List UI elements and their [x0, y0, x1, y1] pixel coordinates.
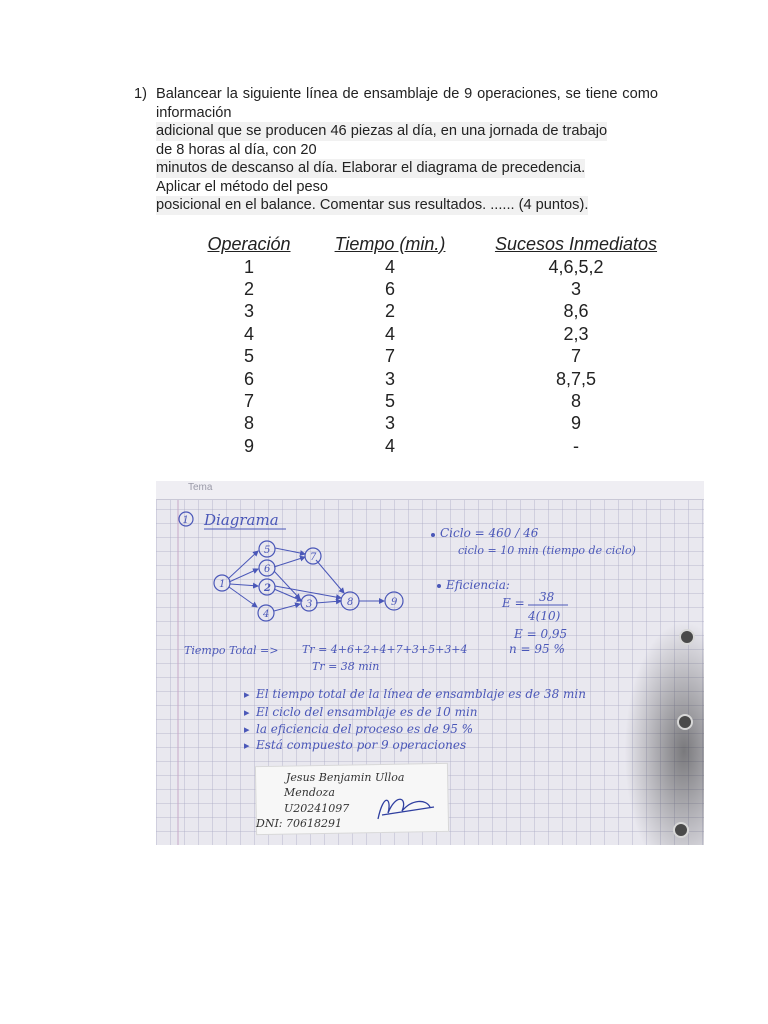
node-1: 1 — [219, 579, 226, 590]
cell-sucesos: 4,6,5,2 — [548, 256, 604, 277]
eficiencia-denominator: 4(10) — [528, 609, 561, 623]
ciclo-formula: Ciclo = 460 / 46 — [440, 526, 539, 540]
conclusion-1: El tiempo total de la línea de ensamblaje es de 38 min — [256, 687, 586, 701]
eficiencia-eq: E = — [502, 596, 525, 610]
bullet-dot — [431, 533, 435, 537]
node-8: 8 — [347, 597, 354, 608]
svg-text:▸: ▸ — [244, 688, 250, 701]
cell-tiempo: 7 — [384, 346, 395, 367]
cell-operacion: 2 — [243, 279, 254, 300]
cell-tiempo: 6 — [384, 279, 395, 300]
node-6: 6 — [264, 564, 271, 575]
student-dni: DNI: 70618291 — [256, 817, 342, 830]
cell-tiempo: 4 — [384, 323, 395, 344]
svg-text:▸: ▸ — [244, 706, 250, 719]
notebook-page — [156, 481, 704, 845]
notebook-tab-label: Tema — [188, 482, 213, 493]
binder-hole — [677, 714, 693, 730]
cell-sucesos: 8,6 — [563, 301, 589, 322]
problem-line-5: Aplicar el método del peso — [156, 178, 328, 195]
table-row — [197, 390, 673, 412]
node-7: 7 — [310, 552, 317, 563]
cell-sucesos: 8,7,5 — [555, 368, 597, 389]
cell-sucesos: 9 — [570, 413, 581, 434]
cell-operacion: 4 — [243, 323, 254, 344]
problem-line-6: posicional en el balance. Comentar sus resultados. ...... (4 puntos). — [156, 197, 589, 213]
student-sticker — [255, 763, 449, 834]
table-row — [197, 435, 673, 457]
cell-sucesos: - — [573, 435, 579, 456]
table-row — [197, 278, 673, 300]
eficiencia-value: E = 0,95 — [514, 627, 568, 641]
cell-operacion: 3 — [243, 301, 254, 322]
node-2: 2 — [264, 583, 271, 594]
cell-tiempo: 2 — [384, 301, 395, 322]
problem-statement — [134, 85, 664, 215]
cell-operacion: 1 — [243, 256, 254, 277]
cell-operacion: 8 — [243, 413, 254, 434]
eficiencia-label: Eficiencia: — [446, 578, 510, 592]
cell-operacion: 7 — [243, 391, 254, 412]
photo-shadow — [624, 621, 704, 845]
cell-tiempo: 5 — [384, 391, 395, 412]
cell-tiempo: 4 — [384, 256, 395, 277]
student-code: U20241097 — [284, 802, 350, 815]
table-row — [197, 368, 673, 390]
cell-sucesos: 7 — [570, 346, 581, 367]
student-surname: Mendoza — [284, 786, 335, 799]
cell-tiempo: 4 — [384, 435, 395, 456]
cell-sucesos: 3 — [570, 279, 581, 300]
cell-sucesos: 2,3 — [563, 323, 589, 344]
problem-line-4: minutos de descanso al día. Elaborar el diagrama de precedencia. — [156, 160, 586, 176]
eficiencia-percent: n = 95 % — [509, 642, 565, 656]
diagram-title: Diagrama — [204, 511, 279, 529]
ciclo-result: ciclo = 10 min (tiempo de ciclo) — [458, 544, 636, 557]
tiempo-total-sum: Tr = 4+6+2+4+7+3+5+3+4 — [302, 643, 468, 656]
bullet-dot — [437, 584, 441, 588]
conclusion-2: El ciclo del ensamblaje es de 10 min — [256, 705, 478, 719]
notebook-photo — [156, 481, 704, 845]
cell-operacion: 5 — [243, 346, 254, 367]
problem-line-1: Balancear la siguiente línea de ensamblaje de 9 operaciones, se tiene como información — [156, 86, 658, 121]
node-3: 3 — [306, 599, 313, 610]
table-row — [197, 256, 673, 278]
node-5: 5 — [264, 545, 271, 556]
cell-tiempo: 3 — [384, 413, 395, 434]
problem-line-3: de 8 horas al día, con 20 — [156, 141, 317, 158]
table-row — [197, 323, 673, 345]
tiempo-total-label: Tiempo Total => — [184, 644, 279, 657]
node-9: 9 — [391, 597, 398, 608]
table-header-row — [197, 232, 673, 256]
table-row — [197, 346, 673, 368]
header-sucesos: Sucesos Inmediatos — [494, 233, 658, 254]
cell-sucesos: 8 — [570, 391, 581, 412]
student-name: Jesus Benjamin Ulloa — [286, 771, 405, 784]
table-row — [197, 301, 673, 323]
cell-operacion: 9 — [243, 435, 254, 456]
cell-operacion: 6 — [243, 368, 254, 389]
eficiencia-numerator: 38 — [539, 590, 555, 604]
node-4: 4 — [263, 609, 270, 620]
conclusion-4: Está compuesto por 9 operaciones — [256, 738, 467, 752]
header-operacion: Operación — [207, 233, 291, 254]
conclusion-3: la eficiencia del proceso es de 95 % — [256, 722, 474, 736]
operations-table — [197, 232, 673, 458]
binder-hole — [679, 629, 695, 645]
header-tiempo: Tiempo (min.) — [334, 233, 446, 254]
binder-hole — [673, 822, 689, 838]
table-row — [197, 413, 673, 435]
notebook-header-bar — [156, 481, 704, 500]
tiempo-total-result: Tr = 38 min — [312, 660, 380, 673]
problem-line-2: adicional que se producen 46 piezas al día, en una jornada de trabajo — [156, 123, 608, 139]
problem-number: 1) — [134, 86, 147, 102]
svg-text:▸: ▸ — [244, 723, 250, 736]
title-number: 1 — [182, 515, 189, 526]
cell-tiempo: 3 — [384, 368, 395, 389]
svg-text:▸: ▸ — [244, 739, 250, 752]
